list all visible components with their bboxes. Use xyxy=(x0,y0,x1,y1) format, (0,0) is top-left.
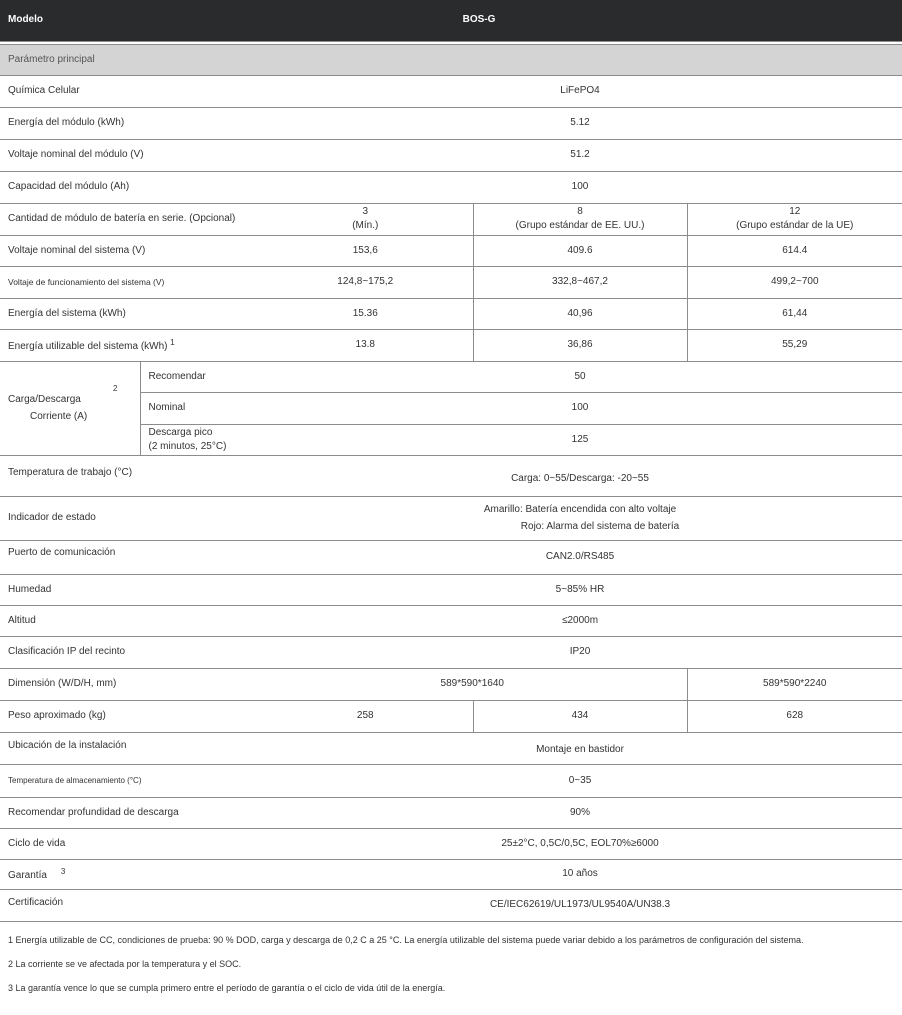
row-label: Energía utilizable del sistema (kWh) $^1$ xyxy=(0,329,258,361)
row-value: 40,96 xyxy=(473,298,687,329)
row-value: LiFePO4 xyxy=(258,75,902,107)
row-value: 8 (Grupo estándar de EE. UU.) xyxy=(473,203,687,235)
sub-label: Recomendar xyxy=(140,361,258,392)
row-value: 13.8 xyxy=(258,329,473,361)
row-value: 55,29 xyxy=(687,329,902,361)
row-cycle xyxy=(0,828,902,859)
row-value: 100 xyxy=(258,392,902,424)
row-operating-voltage xyxy=(0,266,902,298)
row-label: Voltaje nominal del sistema (V) xyxy=(0,235,258,266)
footnote-ref: 1 xyxy=(170,338,175,347)
row-value: CE/IEC62619/UL1973/UL9540A/UN38.3 xyxy=(258,889,902,921)
row-value: 3 (Mín.) xyxy=(258,203,473,235)
row-label: Peso aproximado (kg) xyxy=(0,700,258,732)
row-value: 125 xyxy=(258,424,902,455)
header-row xyxy=(0,0,902,41)
row-value: 5~85% HR xyxy=(258,574,902,605)
row-label: Energía del sistema (kWh) xyxy=(0,298,258,329)
row-value: 36,86 xyxy=(473,329,687,361)
row-label: Clasificación IP del recinto xyxy=(0,636,258,668)
row-label: Ubicación de la instalación xyxy=(0,732,258,764)
row-dimension xyxy=(0,668,902,700)
row-cert xyxy=(0,889,902,921)
row-label: Puerto de comunicación xyxy=(0,540,258,574)
row-value: 10 años xyxy=(258,859,902,889)
row-value: 589*590*2240 xyxy=(687,668,902,700)
footnote: 3 La garantía vence lo que se cumpla primero entre el período de garantía o el ciclo de vida útil de la energía. xyxy=(8,982,446,993)
row-usable-energy xyxy=(0,329,902,361)
current-group-label: Carga/Descarga Corriente (A) 2 xyxy=(0,361,140,455)
row-current-recommend xyxy=(0,361,902,392)
row-module-capacity xyxy=(0,171,902,203)
row-dod xyxy=(0,797,902,828)
row-value: CAN2.0/RS485 xyxy=(258,540,902,574)
row-module-energy xyxy=(0,107,902,139)
sub-label: Nominal xyxy=(140,392,258,424)
row-value: 51.2 xyxy=(258,139,902,171)
row-value: 12 (Grupo estándar de la UE) xyxy=(687,203,902,235)
footnote: 2 La corriente se ve afectada por la temperatura y el SOC. xyxy=(8,958,242,969)
row-value: Montaje en bastidor xyxy=(258,732,902,764)
row-label: Voltaje nominal del módulo (V) xyxy=(0,139,258,171)
row-value: 100 xyxy=(258,171,902,203)
row-value: 332,8~467,2 xyxy=(473,266,687,298)
row-altitude xyxy=(0,605,902,636)
row-value: 258 xyxy=(258,700,473,732)
section-title: Parámetro principal xyxy=(0,44,902,75)
row-value: 50 xyxy=(258,361,902,392)
row-comm xyxy=(0,540,902,574)
row-value: 61,44 xyxy=(687,298,902,329)
row-install xyxy=(0,732,902,764)
row-label: Temperatura de trabajo (°C) xyxy=(0,455,258,496)
row-label: Dimensión (W/D/H, mm) xyxy=(0,668,258,700)
row-value: ≤2000m xyxy=(258,605,902,636)
row-value: 409.6 xyxy=(473,235,687,266)
row-weight xyxy=(0,700,902,732)
row-label: Ciclo de vida xyxy=(0,828,258,859)
row-storage-temp xyxy=(0,764,902,797)
row-status xyxy=(0,496,902,540)
row-system-voltage xyxy=(0,235,902,266)
section-row xyxy=(0,44,902,75)
row-label: Temperatura de almacenamiento (°C) xyxy=(0,764,258,797)
row-module-voltage xyxy=(0,139,902,171)
row-value: 15.36 xyxy=(258,298,473,329)
row-label: Recomendar profundidad de descarga xyxy=(0,797,258,828)
row-value: 0~35 xyxy=(258,764,902,797)
model-value: BOS-G xyxy=(258,0,902,41)
row-label: Química Celular xyxy=(0,75,258,107)
row-label: Cantidad de módulo de batería en serie. (Opcional) xyxy=(0,203,258,235)
row-ip xyxy=(0,636,902,668)
row-humidity xyxy=(0,574,902,605)
row-value: 153,6 xyxy=(258,235,473,266)
model-label: Modelo xyxy=(0,0,258,41)
row-warranty xyxy=(0,859,902,889)
row-value: 589*590*1640 xyxy=(258,668,687,700)
row-value: 25±2°C, 0,5C/0,5C, EOL70%≥6000 xyxy=(258,828,902,859)
footnote: 1 Energía utilizable de CC, condiciones de prueba: 90 % DOD, carga y descarga de 0,2 C a 25 °C. La energía utilizable del sistema puede variar debido a los parámetros de configuración del sistema. xyxy=(8,934,804,945)
row-label: Voltaje de funcionamiento del sistema (V) xyxy=(0,266,258,298)
footnotes xyxy=(0,922,902,995)
row-work-temp xyxy=(0,455,902,496)
row-label: Garantía $^3$ xyxy=(0,859,258,889)
footnote-ref: 3 xyxy=(60,867,66,876)
row-value: 124,8~175,2 xyxy=(258,266,473,298)
row-label: Altitud xyxy=(0,605,258,636)
footnote-ref: 2 xyxy=(113,383,118,393)
row-label: Indicador de estado xyxy=(0,496,258,540)
row-series-qty xyxy=(0,203,902,235)
row-value: 90% xyxy=(258,797,902,828)
row-label: Capacidad del módulo (Ah) xyxy=(0,171,258,203)
row-value: 499,2~700 xyxy=(687,266,902,298)
row-label: Humedad xyxy=(0,574,258,605)
row-value: 628 xyxy=(687,700,902,732)
row-system-energy xyxy=(0,298,902,329)
sub-label: Descarga pico (2 minutos, 25°C) xyxy=(140,424,258,455)
row-label: Certificación xyxy=(0,889,258,921)
row-value: Amarillo: Batería encendida con alto voltaje Rojo: Alarma del sistema de batería xyxy=(258,496,902,540)
row-value: IP20 xyxy=(258,636,902,668)
row-chemistry xyxy=(0,75,902,107)
row-value: Carga: 0~55/Descarga: -20~55 xyxy=(258,455,902,496)
row-value: 614.4 xyxy=(687,235,902,266)
row-value: 5.12 xyxy=(258,107,902,139)
row-label: Energía del módulo (kWh) xyxy=(0,107,258,139)
row-value: 434 xyxy=(473,700,687,732)
